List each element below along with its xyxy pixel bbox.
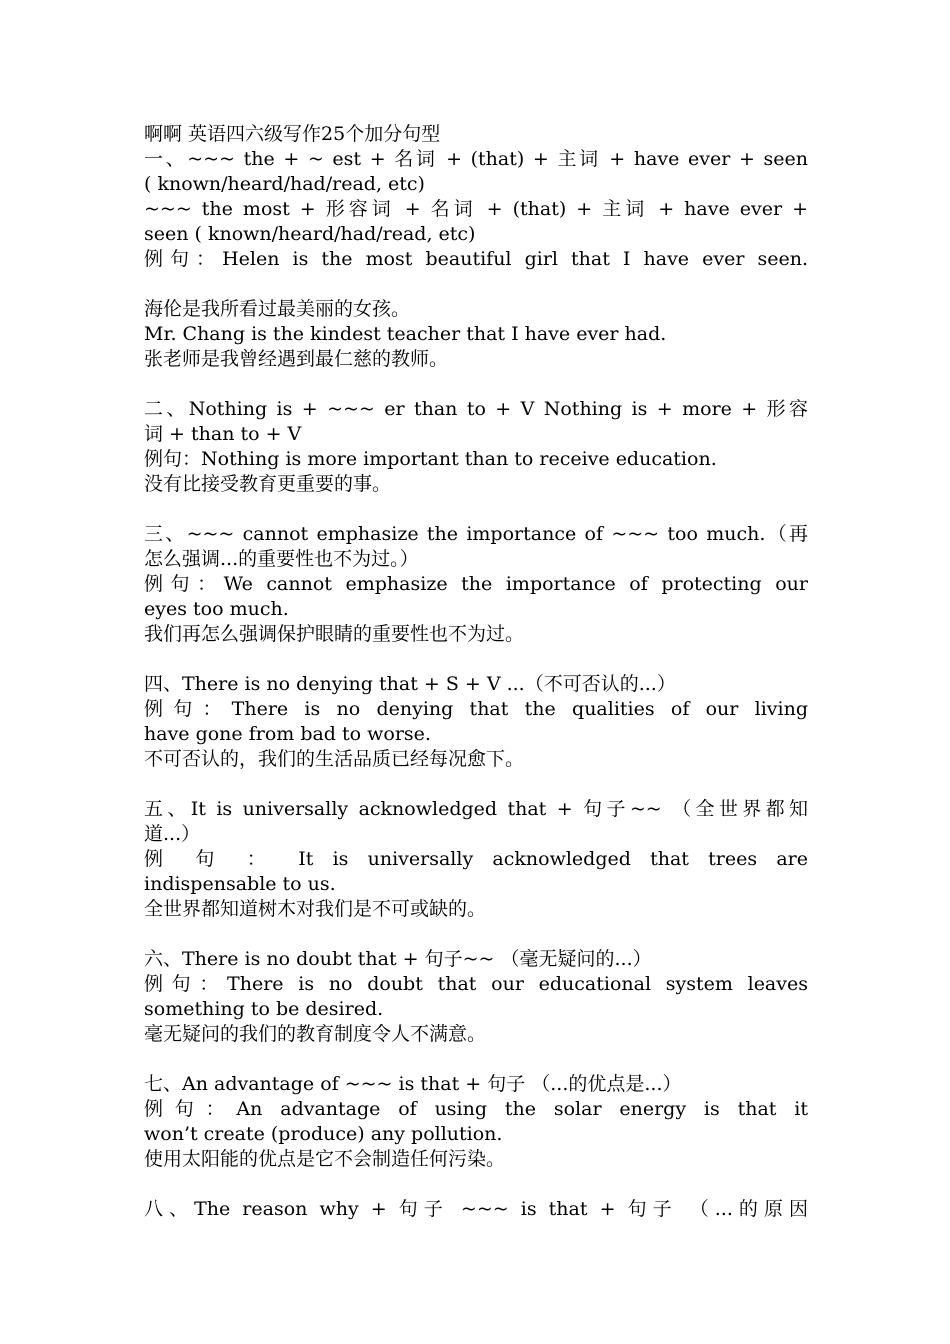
pattern-line: 一、~~~ the + ~ est + 名词 + (that) + 主词 + have ever + seen [144, 148, 808, 170]
section-2 [144, 397, 808, 497]
example-sentence: something to be desired. [144, 998, 384, 1020]
translation: 没有比接受教育更重要的事。 [144, 473, 392, 495]
section-gap [144, 1047, 808, 1072]
example-sentence: 例句：An advantage of using the solar energy is that it [144, 1098, 808, 1120]
pattern-line: 道...） [144, 823, 201, 845]
example-sentence: won’t create (produce) any pollution. [144, 1123, 503, 1145]
blank-line [144, 272, 808, 297]
document-page [144, 122, 808, 1222]
pattern-line: seen ( known/heard/had/read, etc) [144, 223, 476, 245]
example-sentence: 例句：Nothing is more important than to receive education. [144, 448, 717, 470]
section-8 [144, 1197, 808, 1222]
example-sentence: have gone from bad to worse. [144, 723, 431, 745]
example-sentence: eyes too much. [144, 598, 289, 620]
section-5 [144, 797, 808, 922]
translation: 使用太阳能的优点是它不会制造任何污染。 [144, 1148, 506, 1170]
translation: 张老师是我曾经遇到最仁慈的教师。 [144, 348, 449, 370]
section-gap [144, 922, 808, 947]
pattern-line: 二、Nothing is + ~~~ er than to + V Nothing is + more + 形容 [144, 398, 808, 420]
translation: 不可否认的，我们的生活品质已经每况愈下。 [144, 748, 525, 770]
section-gap [144, 772, 808, 797]
pattern-line: 四、There is no denying that + S + V ...（不可否认的...） [144, 673, 676, 695]
example-sentence: 例句：Helen is the most beautiful girl that I have ever seen. [144, 248, 808, 270]
section-gap [144, 372, 808, 397]
pattern-line: 五、It is universally acknowledged that + 句子~~ （全世界都知 [144, 798, 808, 820]
example-sentence: 例 句 ： It is universally acknowledged that trees are [144, 848, 808, 870]
pattern-line: ~~~ the most + 形容词 + 名词 + (that) + 主词 + have ever + [144, 198, 808, 220]
pattern-line: 怎么强调...的重要性也不为过。） [144, 548, 419, 570]
section-6 [144, 947, 808, 1047]
example-sentence: 例句：There is no denying that the qualities of our living [144, 698, 808, 720]
section-4 [144, 672, 808, 772]
section-gap [144, 1172, 808, 1197]
example-sentence: Mr. Chang is the kindest teacher that I have ever had. [144, 323, 667, 345]
section-7 [144, 1072, 808, 1172]
section-3 [144, 522, 808, 647]
pattern-line: 六、There is no doubt that + 句子~~ （毫无疑问的...） [144, 948, 652, 970]
translation: 海伦是我所看过最美丽的女孩。 [144, 298, 411, 320]
pattern-line: 词 + than to + V [144, 423, 302, 445]
document-title: 啊啊 英语四六级写作25个加分句型 [144, 123, 441, 145]
pattern-line: 七、An advantage of ~~~ is that + 句子 （...的优点是...） [144, 1073, 682, 1095]
example-sentence: indispensable to us. [144, 873, 336, 895]
translation: 毫无疑问的我们的教育制度令人不满意。 [144, 1023, 487, 1045]
example-sentence: 例句：There is no doubt that our educational system leaves [144, 973, 808, 995]
translation: 全世界都知道树木对我们是不可或缺的。 [144, 898, 487, 920]
translation: 我们再怎么强调保护眼睛的重要性也不为过。 [144, 623, 525, 645]
example-sentence: 例句：We cannot emphasize the importance of protecting our [144, 573, 808, 595]
pattern-line: ( known/heard/had/read, etc) [144, 173, 425, 195]
pattern-line: 八、The reason why + 句子 ~~~ is that + 句子 （...的原因 [144, 1198, 808, 1220]
pattern-line: 三、~~~ cannot emphasize the importance of ~~~ too much.（再 [144, 523, 808, 545]
section-gap [144, 497, 808, 522]
section-1 [144, 147, 808, 372]
section-gap [144, 647, 808, 672]
